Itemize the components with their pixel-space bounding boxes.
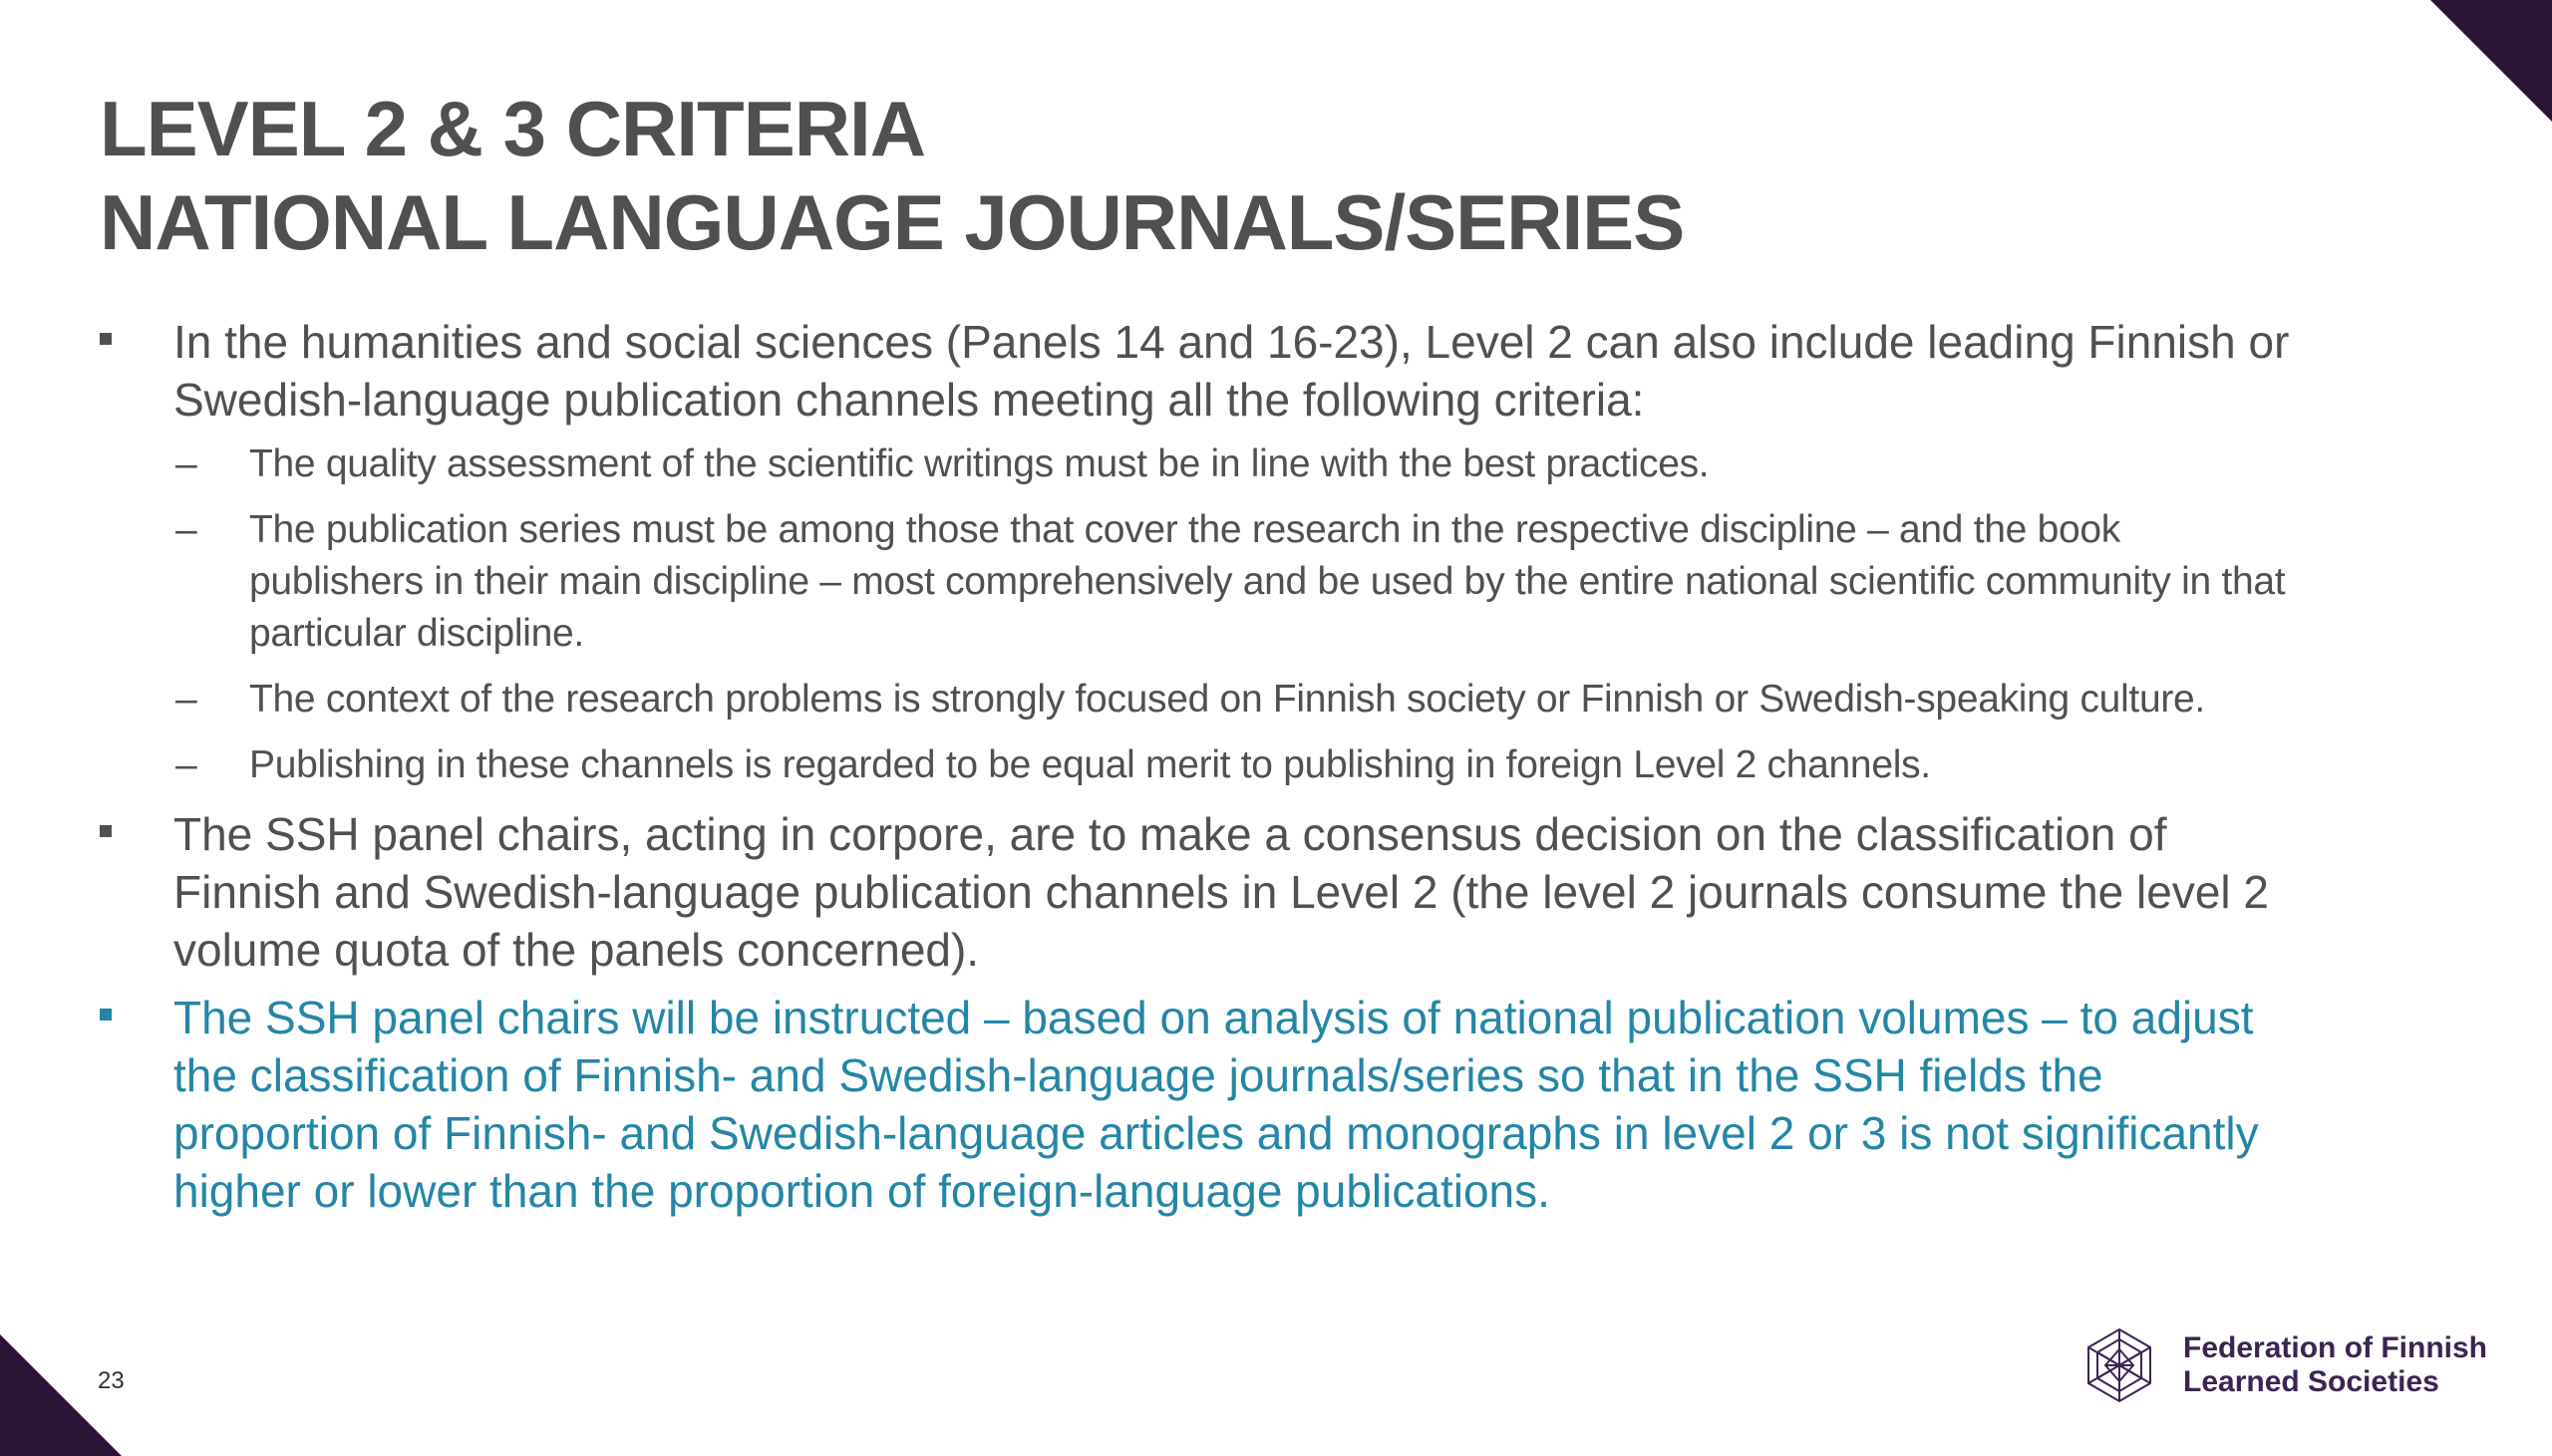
sub-item-dash: – bbox=[175, 743, 197, 786]
sub-item-dash: – bbox=[175, 508, 197, 551]
bullet-item-highlighted bbox=[100, 989, 2303, 1220]
sub-item bbox=[100, 438, 2303, 490]
logo-text-line-2: Learned Societies bbox=[2183, 1365, 2439, 1398]
slide-content bbox=[100, 313, 2303, 1230]
slide-title bbox=[100, 82, 1684, 269]
bullet-marker bbox=[100, 333, 112, 345]
sub-item-text: The context of the research problems is strongly focused on Finnish society or Finnish or Swedish-speaking culture. bbox=[249, 678, 2205, 721]
slide-title-line-1: LEVEL 2 & 3 CRITERIA bbox=[100, 85, 926, 172]
bullet-text: In the humanities and social sciences (Panels 14 and 16-23), Level 2 can also include leading Finnish or Swedish-language publication channels meeting all the following criteria: bbox=[173, 316, 2290, 426]
bullet-marker bbox=[100, 1009, 112, 1020]
bullet-text: The SSH panel chairs will be instructed – based on analysis of national publication volumes – to adjust the classification of Finnish- and Swedish-language journals/series so that in the SSH fields the proportion of Finnish- and Swedish-language articles and monographs in level 2 or 3 is not significantly higher or lower than the proportion of foreign-language publications. bbox=[173, 992, 2259, 1217]
sub-item-text: The publication series must be among those that cover the research in the respective discipline – and the book publishers in their main discipline – most comprehensively and be used by the entire national scientific community in that particular discipline. bbox=[249, 508, 2286, 655]
bullet-marker bbox=[100, 825, 112, 837]
bullet-item bbox=[100, 313, 2303, 429]
sub-item-dash: – bbox=[175, 442, 197, 485]
bullet-text: The SSH panel chairs, acting in corpore, are to make a consensus decision on the classification of Finnish and Swedish-language publication channels in Level 2 (the level 2 journals consume the level 2 volume quota of the panels concerned). bbox=[173, 808, 2269, 976]
logo-text-line-1: Federation of Finnish bbox=[2183, 1331, 2487, 1364]
federation-logo-icon bbox=[2079, 1325, 2159, 1405]
sub-item-text: The quality assessment of the scientific writings must be in line with the best practices. bbox=[249, 442, 1710, 485]
corner-decoration-bottom-left bbox=[0, 1334, 122, 1456]
bullet-item bbox=[100, 805, 2303, 979]
sub-item bbox=[100, 739, 2303, 791]
corner-decoration-top-right bbox=[2430, 0, 2552, 122]
sub-item bbox=[100, 674, 2303, 726]
page-number: 23 bbox=[98, 1367, 125, 1394]
slide-title-line-2: NATIONAL LANGUAGE JOURNALS/SERIES bbox=[100, 178, 1685, 266]
sub-item bbox=[100, 504, 2303, 660]
sub-item-text: Publishing in these channels is regarded to be equal merit to publishing in foreign Level 2 channels. bbox=[249, 743, 1931, 786]
logo-text bbox=[2183, 1331, 2487, 1399]
sub-item-dash: – bbox=[175, 678, 197, 721]
organization-logo bbox=[2079, 1325, 2487, 1405]
